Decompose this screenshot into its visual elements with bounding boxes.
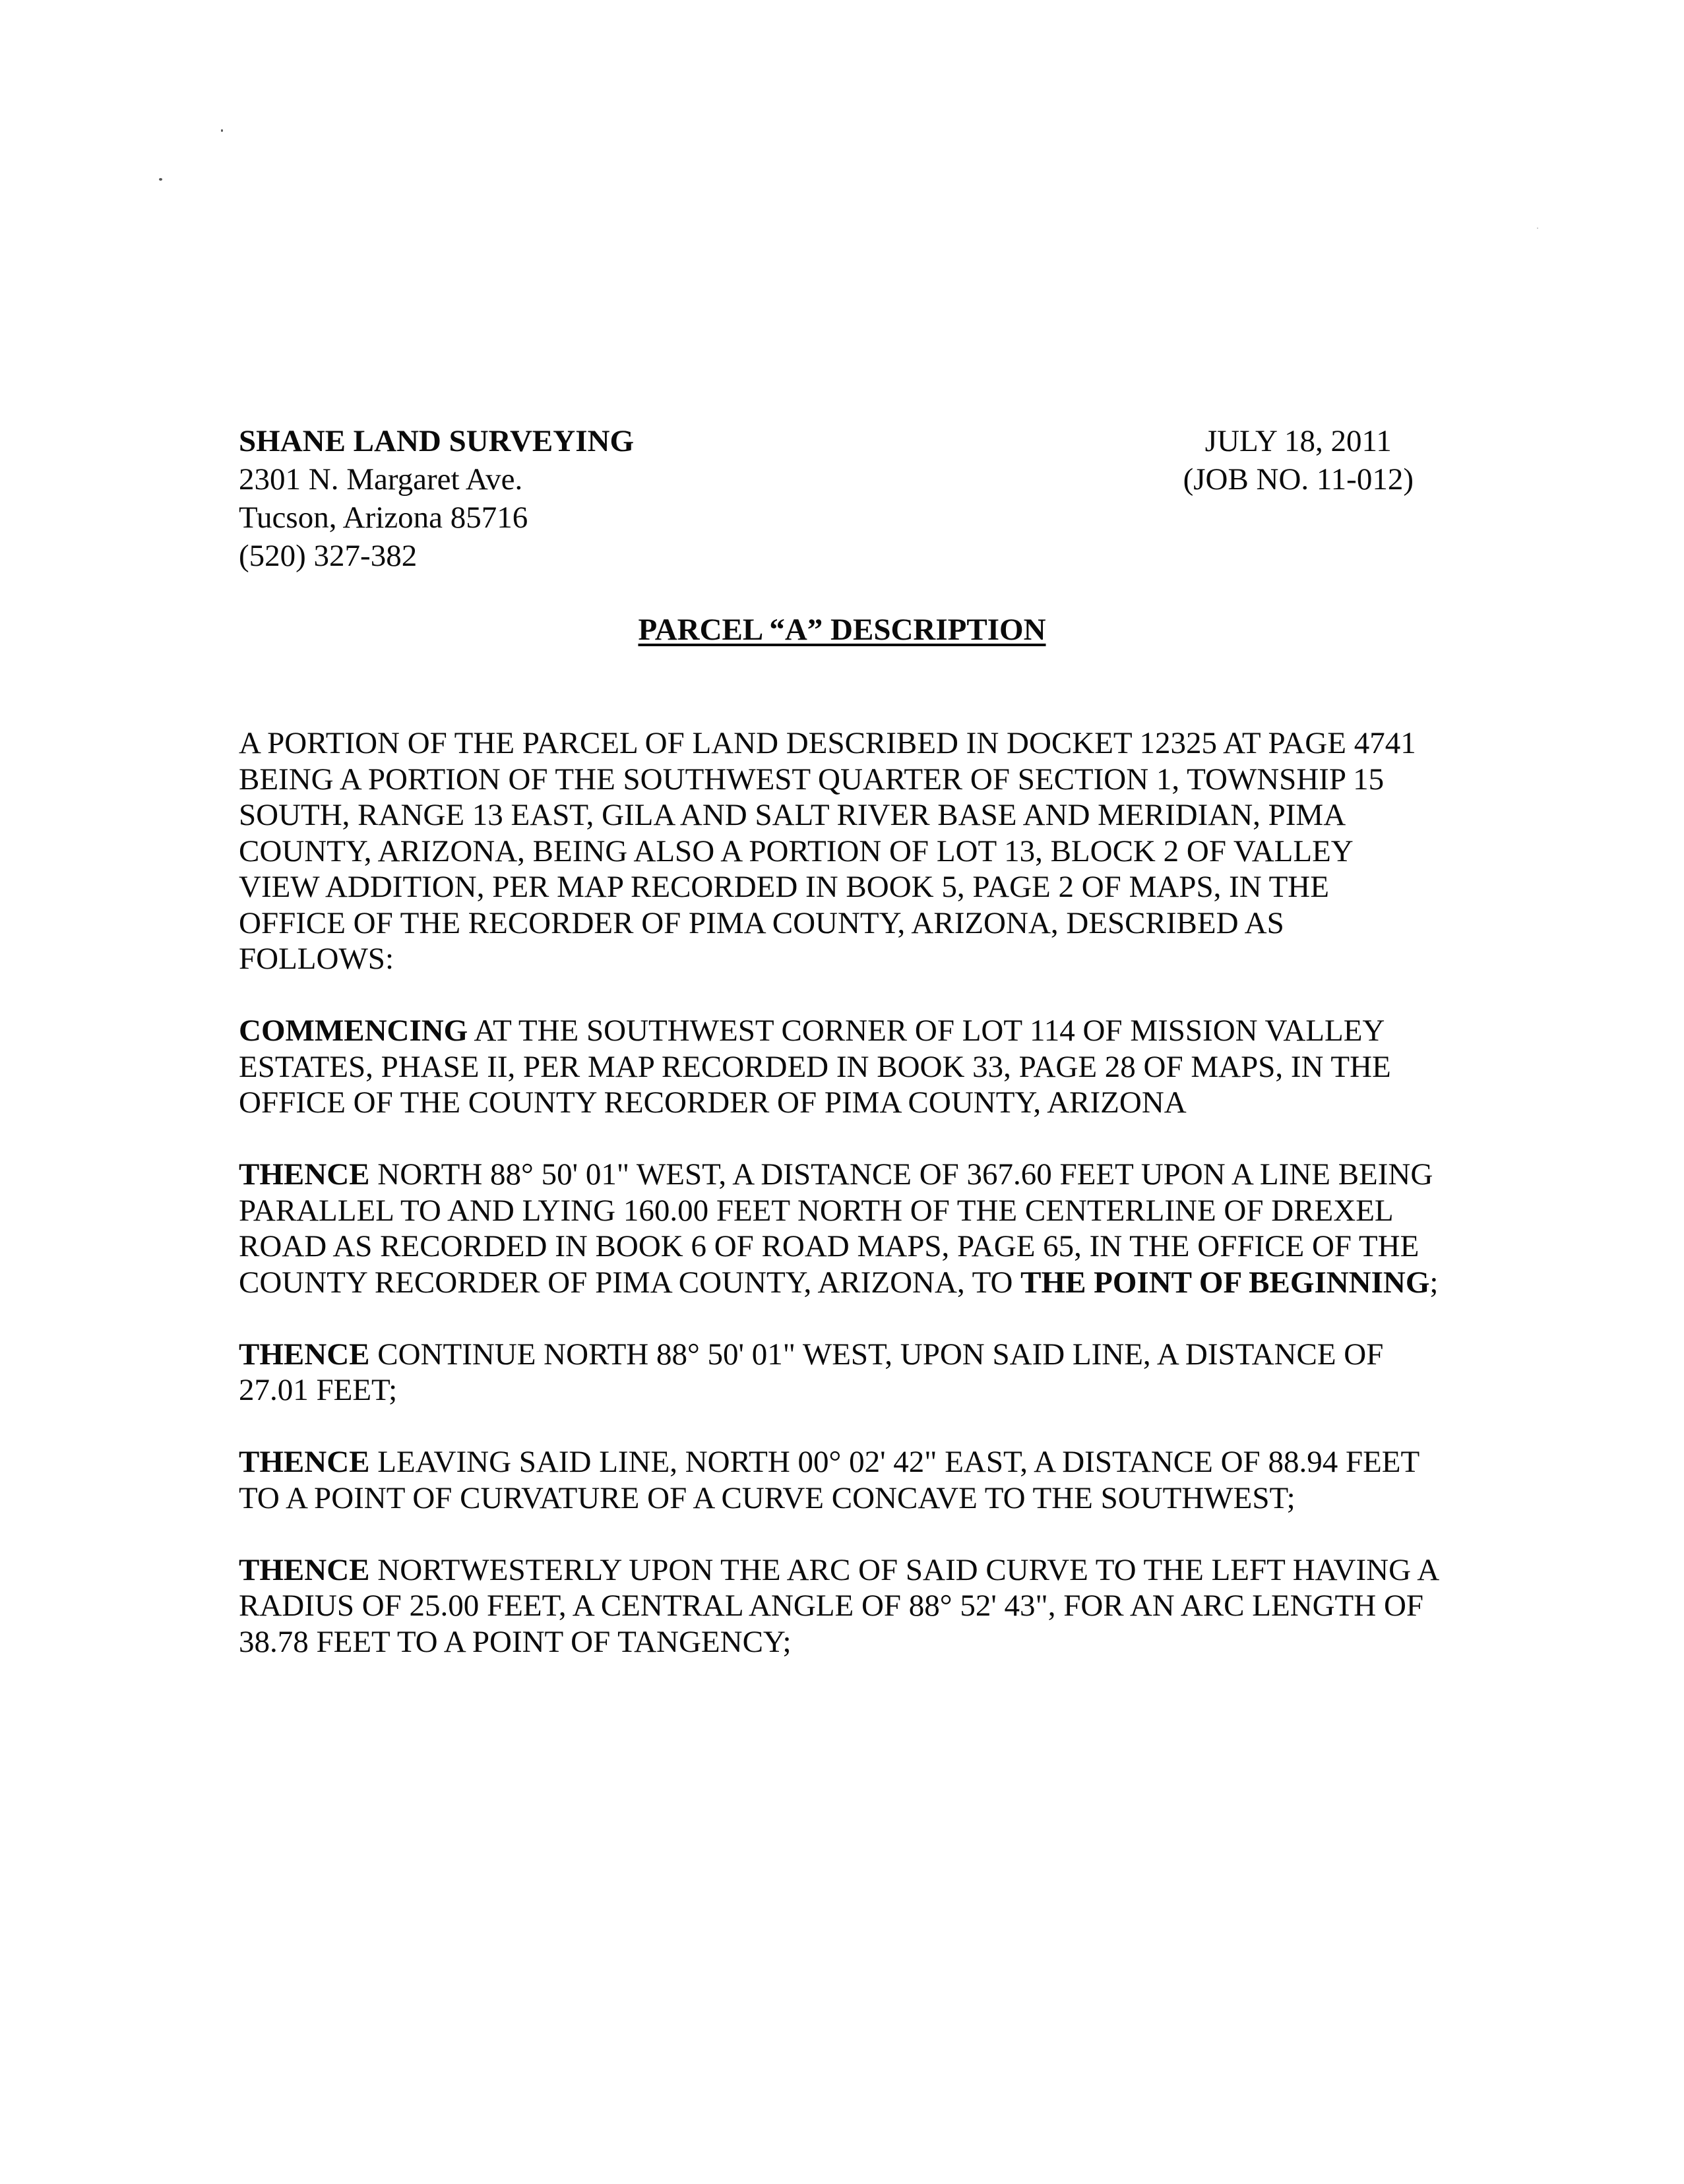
scan-speck — [159, 178, 162, 181]
paragraph-text: LEAVING SAID LINE, NORTH 00° 02' 42" EAST, A DISTANCE OF 88.94 FEET TO A POINT OF CURVATURE OF A CURVE CONCAVE TO THE SOUTHWEST; — [239, 1445, 1419, 1515]
paragraph-tail: ; — [1429, 1265, 1439, 1300]
description-paragraph-thence-3 — [239, 1444, 1439, 1516]
paragraph-text: AT THE SOUTHWEST CORNER OF LOT 114 OF MISSION VALLEY ESTATES, PHASE II, PER MAP RECORDED IN BOOK 33, PAGE 28 OF MAPS, IN THE OFFICE OF THE COUNTY RECORDER OF PIMA COUNTY, ARIZONA — [239, 1014, 1391, 1120]
address-line-1: 2301 N. Margaret Ave. — [239, 462, 523, 497]
phone-number: (520) 327-382 — [239, 539, 418, 573]
job-number: (JOB NO. 11-012) — [1183, 462, 1414, 497]
paragraph-label: COMMENCING — [239, 1014, 468, 1048]
paragraph-text: NORTH 88° 50' 01" WEST, A DISTANCE OF 367.60 FEET UPON A LINE BEING PARALLEL TO AND LYING 160.00 FEET NORTH OF THE CENTERLINE OF DREXEL ROAD AS RECORDED IN BOOK 6 OF ROAD MAPS, PAGE 65, IN THE OFFICE OF THE COUNTY RECORDER OF PIMA COUNTY, ARIZONA, TO — [239, 1157, 1433, 1300]
document-date: JULY 18, 2011 — [1204, 424, 1392, 458]
paragraph-label: THENCE — [239, 1445, 370, 1479]
paragraph-text: NORTWESTERLY UPON THE ARC OF SAID CURVE TO THE LEFT HAVING A RADIUS OF 25.00 FEET, A CENTRAL ANGLE OF 88° 52' 43", FOR AN ARC LENGTH OF 38.78 FEET TO A POINT OF TANGENCY; — [239, 1552, 1438, 1659]
address-line-2: Tucson, Arizona 85716 — [239, 501, 528, 535]
description-paragraph-commencing — [239, 1013, 1439, 1121]
paragraph-text: A PORTION OF THE PARCEL OF LAND DESCRIBED IN DOCKET 12325 AT PAGE 4741 BEING A PORTION OF THE SOUTHWEST QUARTER OF SECTION 1, TOWNSHIP 15 SOUTH, RANGE 13 EAST, GILA AND SALT RIVER BASE AND MERIDIAN, PIMA COUNTY, ARIZONA, BEING ALSO A PORTION OF LOT 13, BLOCK 2 OF VALLEY VIEW ADDITION, PER MAP RECORDED IN BOOK 5, PAGE 2 OF MAPS, IN THE OFFICE OF THE RECORDER OF PIMA COUNTY, ARIZONA, DESCRIBED AS FOLLOWS: — [239, 726, 1416, 976]
scan-speck — [1537, 228, 1538, 229]
company-name: SHANE LAND SURVEYING — [239, 424, 634, 458]
letterhead — [239, 422, 634, 575]
paragraph-text: CONTINUE NORTH 88° 50' 01" WEST, UPON SAID LINE, A DISTANCE OF 27.01 FEET; — [239, 1337, 1384, 1407]
paragraph-label: THENCE — [239, 1552, 370, 1587]
description-paragraph-thence-1 — [239, 1157, 1439, 1300]
document-title: PARCEL “A” DESCRIPTION — [638, 613, 1046, 647]
description-body — [239, 725, 1439, 1696]
point-of-beginning-label: THE POINT OF BEGINNING — [1020, 1265, 1430, 1300]
date-block — [1183, 422, 1414, 499]
description-paragraph-thence-4 — [239, 1552, 1439, 1660]
description-paragraph-intro — [239, 725, 1439, 977]
paragraph-label: THENCE — [239, 1157, 370, 1192]
description-paragraph-thence-2 — [239, 1337, 1439, 1409]
scan-speck — [221, 129, 223, 132]
paragraph-label: THENCE — [239, 1337, 370, 1372]
